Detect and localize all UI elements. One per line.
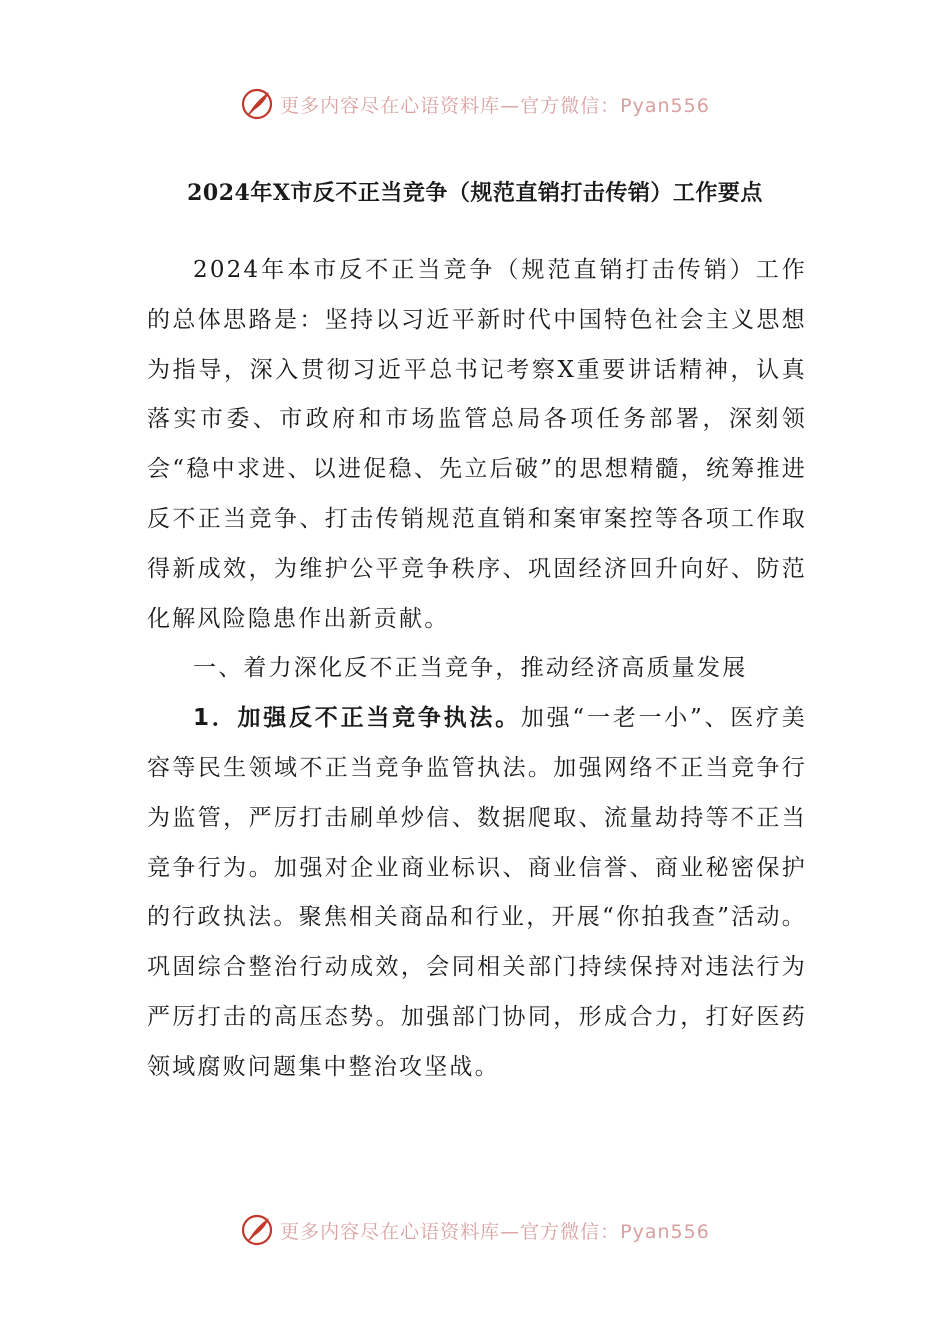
- item-body: 加强“一老一小”、医疗美容等民生领域不正当竞争监管执法。加强网络不正当竞争行为监管，严厉打击刷单炒信、数据爬取、流量劫持等不正当竞争行为。加强对企业商业标识、商业信誉、商业秘密保护的行政执法。聚焦相关商品和行业，开展“你拍我查”活动。巩固综合整治行动成效，会同相关部门持续保持对违法行为严厉打击的高压态势。加强部门协同，形成合力，打好医药领域腐败问题集中整治攻坚战。: [147, 705, 807, 1080]
- intro-paragraph: 2024年本市反不正当竞争（规范直销打击传销）工作的总体思路是：坚持以习近平新时代中国特色社会主义思想为指导，深入贯彻习近平总书记考察X重要讲话精神，认真落实市委、市政府和市场监管总局各项任务部署，深刻领会“稳中求进、以进促稳、先立后破”的思想精髓，统筹推进反不正当竞争、打击传销规范直销和案审案控等各项工作取得新成效，为维护公平竞争秩序、巩固经济回升向好、防范化解风险隐患作出新贡献。: [147, 257, 807, 632]
- footer-watermark-banner: [0, 1210, 950, 1250]
- watermark-text: 更多内容尽在心语资料库—官方微信：Pyan556: [280, 1220, 710, 1243]
- document-title: 2024年X市反不正当竞争（规范直销打击传销）工作要点: [187, 180, 763, 206]
- document-body: [147, 246, 807, 1093]
- item-lead: 1．加强反不正当竞争执法。: [193, 705, 521, 732]
- watermark-text: 更多内容尽在心语资料库—官方微信：Pyan556: [280, 94, 710, 117]
- feather-pen-icon: [240, 87, 274, 121]
- feather-pen-icon: [240, 1213, 274, 1247]
- header-watermark-banner: [0, 84, 950, 124]
- item-paragraph: [147, 694, 807, 1092]
- section-heading: 一、着力深化反不正当竞争，推动经济高质量发展: [193, 655, 748, 682]
